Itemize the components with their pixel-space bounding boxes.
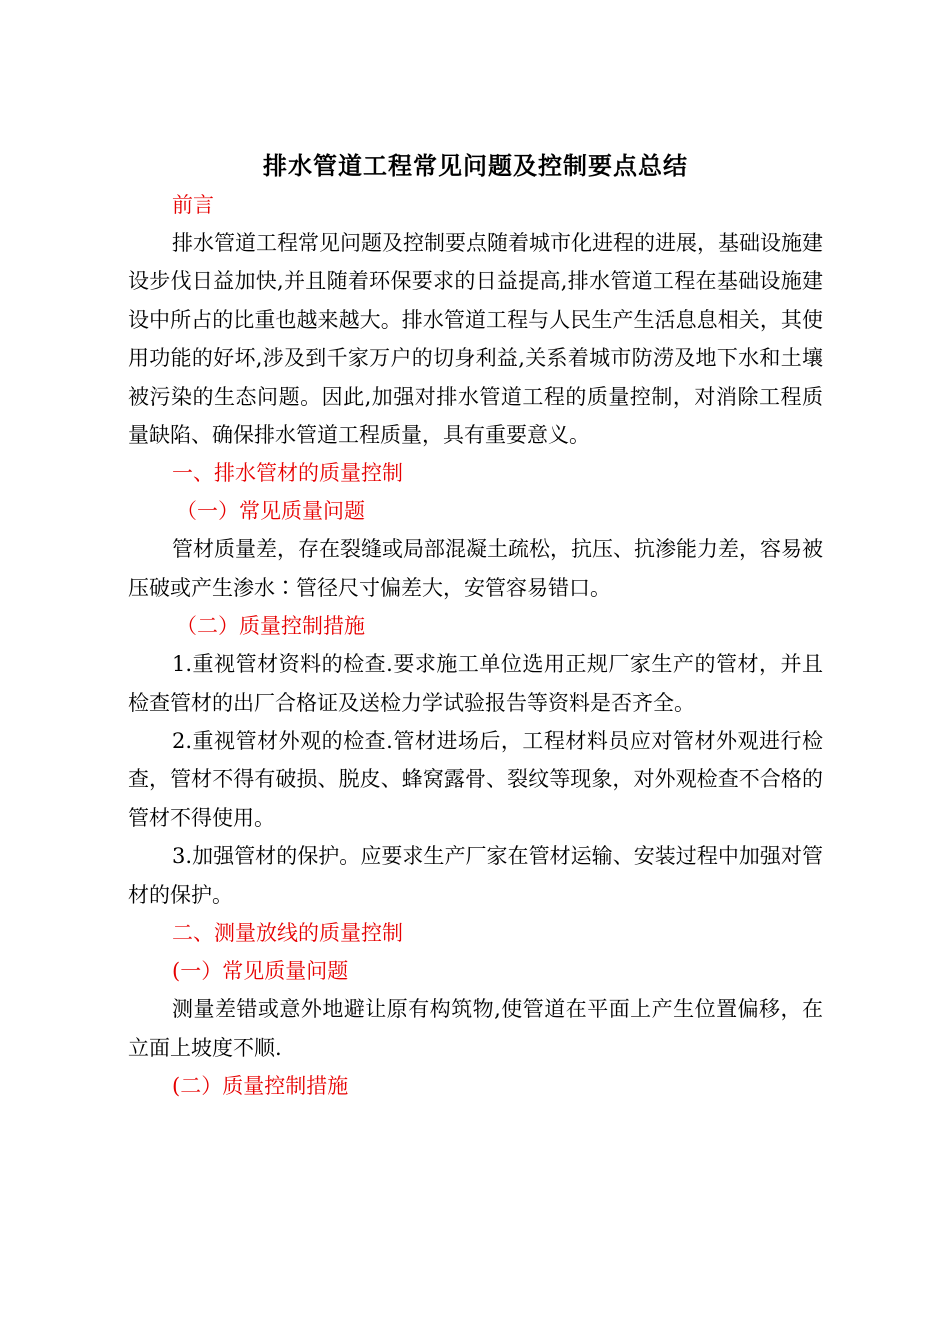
document-title: 排水管道工程常见问题及控制要点总结 (263, 151, 688, 180)
section-heading-pipe-material: 一、排水管材的质量控制 (172, 461, 403, 486)
paragraph-survey-problems: 测量差错或意外地避让原有构筑物,使管道在平面上产生位置偏移，在立面上坡度不顺. (128, 997, 823, 1060)
subheading-control-measures-1: （二）质量控制措施 (176, 614, 365, 639)
paragraph-preface: 排水管道工程常见问题及控制要点随着城市化进程的进展，基础设施建设步伐日益加快,并且随着环保要求的日益提高,排水管道工程在基础设施建设中所占的比重也越来越大。排水管道工程与人民生产生活息息相关，其使用功能的好坏,涉及到千家万户的切身利益,关系着城市防涝及地下水和土壤被污染的生态问题。因此,加强对排水管道工程的质量控制，对消除工程质量缺陷、确保排水管道工程质量，具有重要意义。 (128, 231, 823, 448)
paragraph-measure-3: 3.加强管材的保护。应要求生产厂家在管材运输、安装过程中加强对管材的保护。 (128, 844, 823, 907)
document-page (128, 148, 823, 1105)
subheading-common-problems-2: (一）常见质量问题 (172, 959, 349, 984)
paragraph-measure-1: 1.重视管材资料的检查.要求施工单位选用正规厂家生产的管材，并且检查管材的出厂合格证及送检力学试验报告等资料是否齐全。 (128, 652, 823, 715)
paragraph-pipe-problems: 管材质量差，存在裂缝或局部混凝土疏松，抗压、抗渗能力差，容易被压破或产生渗水∶管径尺寸偏差大，安管容易错口。 (128, 537, 823, 600)
subheading-control-measures-2: (二）质量控制措施 (172, 1073, 349, 1098)
section-heading-preface: 前言 (172, 193, 214, 217)
subheading-common-problems-1: （一）常见质量问题 (176, 499, 365, 524)
section-heading-survey: 二、测量放线的质量控制 (172, 921, 403, 946)
paragraph-measure-2: 2.重视管材外观的检查.管材进场后，工程材料员应对管材外观进行检查，管材不得有破损、脱皮、蜂窝露骨、裂纹等现象，对外观检查不合格的管材不得使用。 (128, 729, 823, 830)
